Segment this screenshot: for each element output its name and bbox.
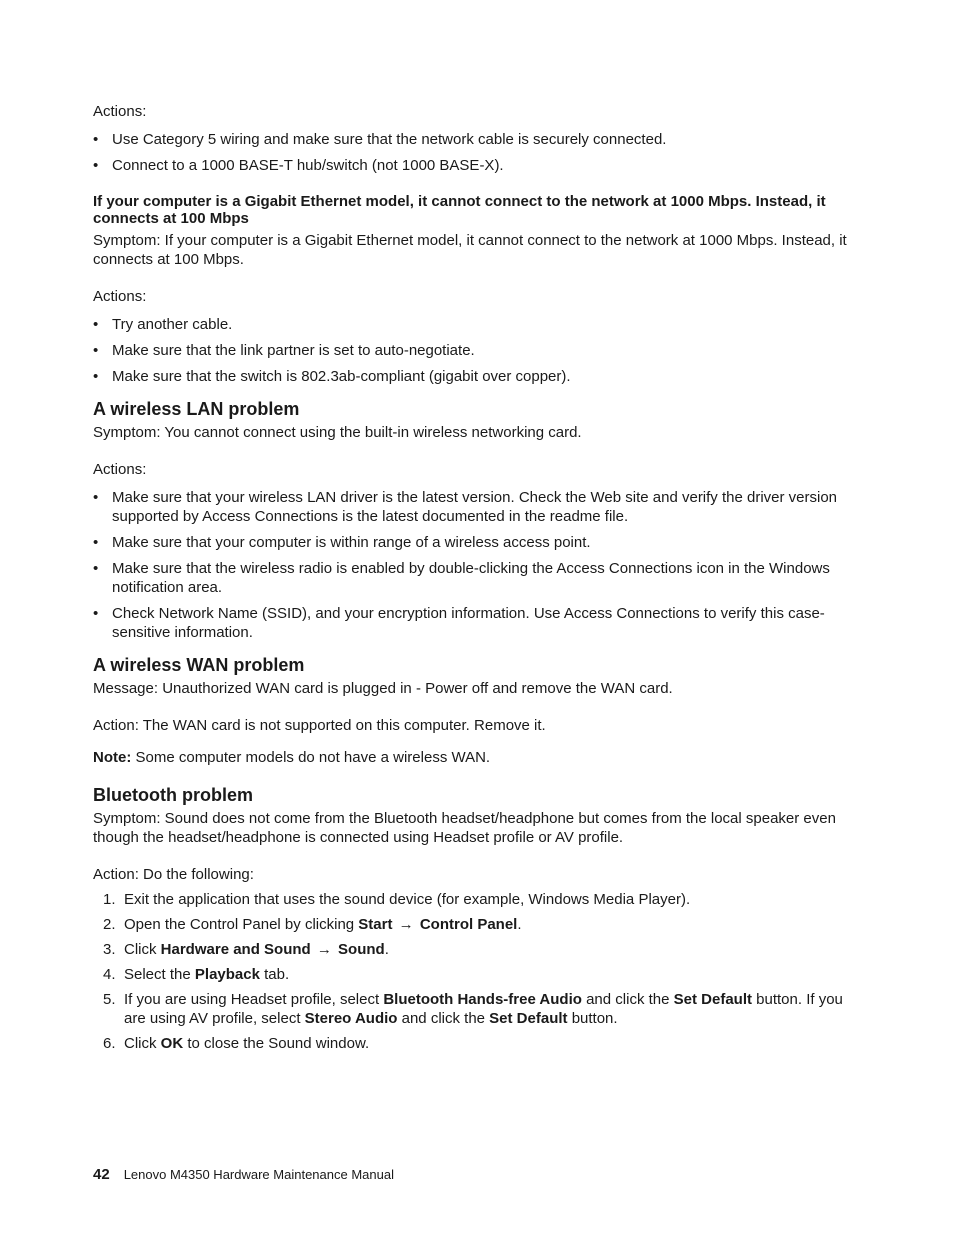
ui-term: Start <box>358 916 393 933</box>
list-item: • Make sure that the switch is 802.3ab-compliant (gigabit over copper). <box>93 367 853 386</box>
actions-label: Actions: <box>93 103 147 120</box>
step-text: button. <box>567 1010 618 1027</box>
wireless-wan-message: Message: Unauthorized WAN card is plugged in - Power off and remove the WAN card. <box>93 680 673 697</box>
step-number: 4. <box>103 966 116 983</box>
page-number: 42 <box>93 1166 110 1183</box>
actions-list <box>93 315 853 386</box>
list-item <box>93 890 853 909</box>
list-item: • Check Network Name (SSID), and your encryption information. Use Access Connections to verify this case-sensitive information. <box>93 604 853 642</box>
ui-term: Control Panel <box>419 916 518 933</box>
wireless-wan-heading: A wireless WAN problem <box>93 655 305 675</box>
step-number: 5. <box>103 991 116 1008</box>
list-item: • Use Category 5 wiring and make sure that the network cable is securely connected. <box>93 130 853 149</box>
bluetooth-action-label: Action: Do the following: <box>93 866 254 883</box>
wireless-lan-symptom: Symptom: You cannot connect using the built-in wireless networking card. <box>93 424 582 441</box>
bluetooth-symptom: Symptom: Sound does not come from the Bluetooth headset/headphone but comes from the local speaker even though the headset/headphone is connected using Headset profile or AV profile. <box>93 810 836 846</box>
gigabit-symptom: Symptom: If your computer is a Gigabit Ethernet model, it cannot connect to the network at 1000 Mbps. Instead, it connects at 100 Mbps. <box>93 232 847 268</box>
ui-term: Set Default <box>673 991 752 1008</box>
ui-term: Set Default <box>489 1010 568 1027</box>
list-item: • Make sure that the link partner is set to auto-negotiate. <box>93 341 853 360</box>
step-text: Click <box>124 941 161 958</box>
step-number: 2. <box>103 916 116 933</box>
actions-label: Actions: <box>93 461 147 478</box>
ui-term: Stereo Audio <box>304 1010 398 1027</box>
step-text: tab. <box>259 966 290 983</box>
list-item: • Make sure that your computer is within range of a wireless access point. <box>93 533 853 552</box>
list-item <box>93 915 853 934</box>
step-text: button. If you are using AV profile, select <box>124 991 843 1027</box>
step-text: . <box>384 941 389 958</box>
step-text: Open the Control Panel by clicking <box>124 916 359 933</box>
list-item <box>93 940 853 959</box>
actions-list <box>93 130 853 175</box>
step-text: Click <box>124 1035 161 1052</box>
wireless-lan-heading: A wireless LAN problem <box>93 399 300 419</box>
step-text: to close the Sound window. <box>183 1035 370 1052</box>
ui-term: Playback <box>194 966 260 983</box>
step-text: If you are using Headset profile, select <box>124 991 384 1008</box>
list-item: • Make sure that your wireless LAN driver is the latest version. Check the Web site and verify the driver version supported by Access Connections is the latest documented in the readme file. <box>93 488 853 526</box>
ui-term: Sound <box>338 941 385 958</box>
gigabit-heading: If your computer is a Gigabit Ethernet model, it cannot connect to the network at 1000 Mbps. Instead, it connects at 100 Mbps <box>93 193 826 227</box>
bluetooth-heading: Bluetooth problem <box>93 785 253 805</box>
step-text: Exit the application that uses the sound device (for example, Windows Media Player). <box>124 891 691 908</box>
ui-term: Bluetooth Hands-free Audio <box>383 991 582 1008</box>
steps-list <box>93 890 853 1053</box>
manual-title: Lenovo M4350 Hardware Maintenance Manual <box>123 1167 394 1182</box>
arrow-icon: → <box>398 916 414 933</box>
step-number: 1. <box>103 891 116 908</box>
list-item <box>93 990 853 1028</box>
step-text: . <box>517 916 522 933</box>
ui-term: OK <box>160 1035 184 1052</box>
step-text: and click the <box>397 1010 490 1027</box>
step-number: 6. <box>103 1035 116 1052</box>
actions-label: Actions: <box>93 288 147 305</box>
list-item <box>93 1034 853 1053</box>
list-item <box>93 965 853 984</box>
page-footer <box>93 1166 394 1183</box>
arrow-icon: → <box>316 941 332 958</box>
note <box>93 748 853 767</box>
page-content <box>93 102 853 1059</box>
list-item: • Make sure that the wireless radio is enabled by double-clicking the Access Connections icon in the Windows notification area. <box>93 559 853 597</box>
note-label: Note: <box>93 749 132 766</box>
step-text: Select the <box>124 966 195 983</box>
ui-term: Hardware and Sound <box>160 941 311 958</box>
list-item: • Connect to a 1000 BASE-T hub/switch (not 1000 BASE-X). <box>93 156 853 175</box>
step-text: and click the <box>581 991 674 1008</box>
actions-list <box>93 488 853 642</box>
wireless-wan-action: Action: The WAN card is not supported on this computer. Remove it. <box>93 717 546 734</box>
step-number: 3. <box>103 941 116 958</box>
list-item: • Try another cable. <box>93 315 853 334</box>
note-text: Some computer models do not have a wireless WAN. <box>131 749 491 766</box>
